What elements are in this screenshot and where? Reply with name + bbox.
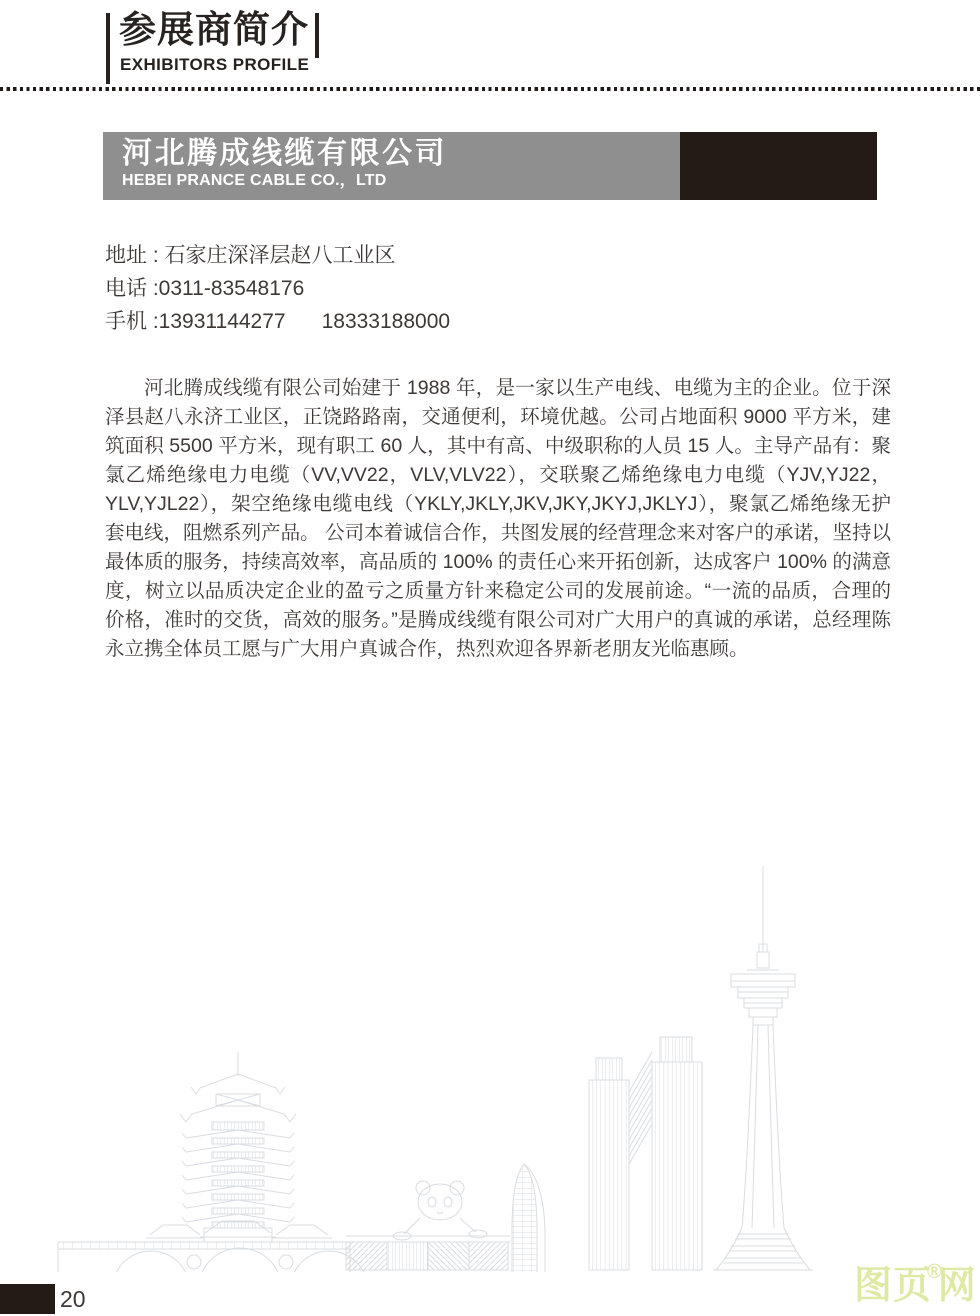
mobile-label: 手机 :	[105, 310, 159, 333]
contact-phone-row	[105, 272, 450, 305]
company-banner	[103, 132, 680, 200]
tv-tower-art	[713, 866, 813, 1270]
page-number: 20	[60, 1286, 86, 1312]
company-name-cn: 河北腾成线缆有限公司	[122, 137, 447, 170]
header-left-bar	[106, 13, 110, 84]
bullet-tower-art	[512, 1164, 545, 1272]
phone-label: 电话 :	[105, 277, 159, 300]
company-profile-paragraph: 河北腾成线缆有限公司始建于 1988 年，是一家以生产电线、电缆为主的企业。位于深泽县赵八永济工业区，正饶路路南，交通便利，环境优越。公司占地面积 9000 平方米，建筑面积 5500 平方米，现有职工 60 人，其中有高、中级职称的人员 15 人。主导产品有：聚氯乙烯绝缘电力电缆（VV,VV22，VLV,VLV22），交联聚乙烯绝缘电力电缆（YJV,YJ22，YLV,YJL22），架空绝缘电缆电线（YKLY,JKLY,JKV,JKY,JKYJ,JKLYJ），聚氯乙烯绝缘无护套电线，阻燃系列产品。 公司本着诚信合作，共图发展的经营理念来对客户的承诺，坚持以最体质的服务，持续高效率，高品质的 100% 的责任心来开拓创新，达成客户 100% 的满意度，树立以品质决定企业的盈亏之质量方针来稳定公司的发展前途。“一流的品质，合理的价格，准时的交货，高效的服务。”是腾成线缆有限公司对广大用户的真诚的承诺，总经理陈永立携全体员工愿与广大用户真诚合作，热烈欢迎各界新老朋友光临惠顾。	[105, 377, 891, 660]
panda-wall-art	[346, 1181, 510, 1270]
contact-info	[105, 239, 450, 338]
watermark-text-prefix: 图页	[854, 1265, 933, 1307]
contact-mobile-row	[105, 305, 450, 338]
banner-dark-block	[680, 132, 877, 200]
page-subtitle: EXHIBITORS PROFILE	[120, 55, 310, 74]
striped-towers-art	[589, 1037, 702, 1270]
skyline-watermark-art	[0, 860, 980, 1272]
bridge-art	[58, 1221, 368, 1272]
mobile-value-2: 18333188000	[321, 310, 451, 333]
address-label: 地址 :	[105, 244, 165, 267]
contact-address-row	[105, 239, 450, 272]
pagoda-art	[180, 1052, 296, 1242]
watermark-text-suffix: 网	[937, 1265, 977, 1307]
registered-trademark-icon: ®	[927, 1261, 943, 1283]
dotted-divider	[0, 87, 980, 91]
company-name-en: HEBEI PRANCE CABLE CO.，LTD	[122, 172, 387, 189]
address-value: 石家庄深泽层赵八工业区	[164, 244, 396, 267]
footer-black-block	[0, 1284, 55, 1314]
page-title: 参展商简介	[119, 9, 309, 50]
header-right-bar	[315, 13, 319, 58]
phone-value: 0311-83548176	[158, 277, 305, 300]
mobile-value-1: 13931144277	[158, 310, 286, 333]
watermark-logo	[854, 1254, 977, 1309]
